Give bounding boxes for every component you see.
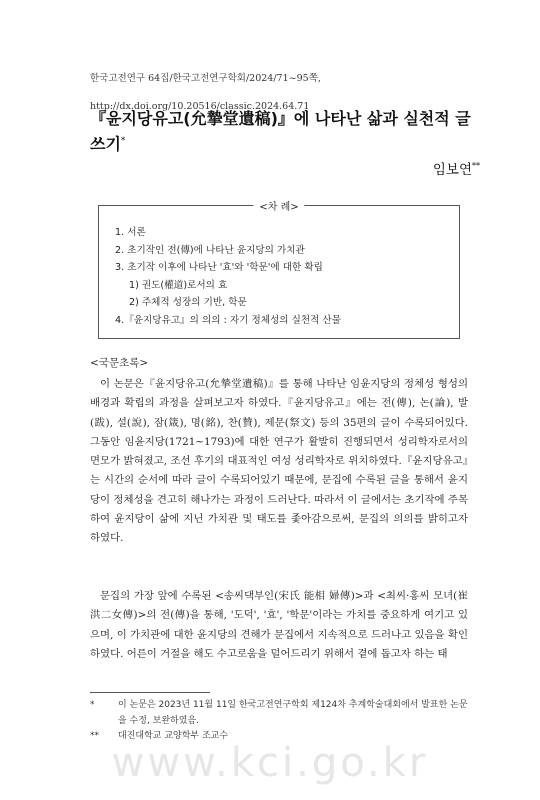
- author-footnote-mark[interactable]: **: [472, 161, 480, 171]
- title-footnote-mark[interactable]: *: [120, 136, 126, 146]
- footnotes: [90, 698, 470, 745]
- toc-subitem: 2) 주체적 성장의 기반, 학문: [129, 297, 247, 309]
- abstract-heading: <국문초록>: [90, 357, 149, 369]
- footnote-mark: **: [90, 731, 99, 741]
- toc-subitem: 1) 권도(權道)로서의 효: [129, 279, 228, 291]
- toc-heading: <차 례>: [253, 198, 304, 213]
- author-name: 임보연: [432, 162, 472, 178]
- footnote-mark: *: [90, 700, 95, 710]
- table-of-contents: [98, 202, 460, 339]
- paper-title: [90, 108, 480, 155]
- doi-link[interactable]: http://dx.doi.org/10.20516/classic.2024.64.71: [90, 101, 310, 112]
- journal-citation: 한국고전연구 64집/한국고전연구학회/2024/71~95쪽,: [90, 73, 321, 84]
- toc-item: 2. 초기작인 전(傳)에 나타난 윤지당의 가치관: [115, 244, 305, 256]
- author-line: [433, 158, 480, 178]
- footnote-text: 이 논문은 2023년 11월 11일 한국고전연구학회 제124차 추계학술대회에서 발표한 논문을 수정, 보완하였음.: [118, 700, 468, 726]
- toc-item: 3. 초기작 이후에 나타난 '효'와 '학문'에 대한 확립: [115, 262, 323, 274]
- paper-title-text: 『윤지당유고(允摯堂遺稿)』에 나타난 삶과 실천적 글쓰기: [90, 109, 471, 154]
- toc-item: 4.『윤지당유고』의 의의 : 자기 정체성의 실천적 산물: [115, 314, 341, 326]
- abstract-paragraph: 이 논문은『윤지당유고(允摯堂遺稿)』를 통해 나타난 임윤지당의 정체성 형성의 배경과 확립의 과정을 살펴보고자 하였다.『윤지당유고』에는 전(傳), 논(論), 발(跋), 설(說), 잠(箴), 명(銘), 찬(贊), 제문(祭文) 등의 35편의 글이 수록되어있다. 그동안 임윤지당(1721~1793)에 대한 연구가 활발히 진행되면서 성리학자로서의 면모가 밝혀졌고, 조선 후기의 대표적인 여성 성리학자로 위치하였다.『윤지당유고』는 시간의 순서에 따라 글이 수록되어있기 때문에, 문집에 수록된 글을 통해서 윤지당이 정체성을 견고히 해나가는 과정이 드러난다. 따라서 이 글에서는 초기작에 주목하여 윤지당이 삶에 지닌 가치관 및 태도를 좇아감으로써, 문집의 의의를 밝히고자 하였다.: [90, 378, 468, 545]
- toc-item: 1. 서론: [115, 227, 146, 238]
- footnote-divider: [90, 692, 210, 693]
- footnote: [90, 698, 470, 729]
- watermark: www.kci.go.kr: [111, 740, 429, 786]
- abstract-paragraph: 문집의 가장 앞에 수록된 <송씨댁부인(宋氏 能相 婦傳)>과 <최씨·홍씨 모녀(崔洪二女傳)>의 전(傳)을 통해, '도덕', '효', '학문'이라는 가치를 중요하게 여기고 있으며, 이 가치관에 대한 윤지당의 견해가 문집에서 지속적으로 드러나고 있음을 확인하였다. 어른이 거절을 해도 수고로움을 덜어드리기 위해서 곁에 돕고자 하는 태: [90, 590, 468, 660]
- footnote-text: 대진대학교 교양학부 조교수: [118, 731, 229, 741]
- toc-list: [115, 224, 445, 330]
